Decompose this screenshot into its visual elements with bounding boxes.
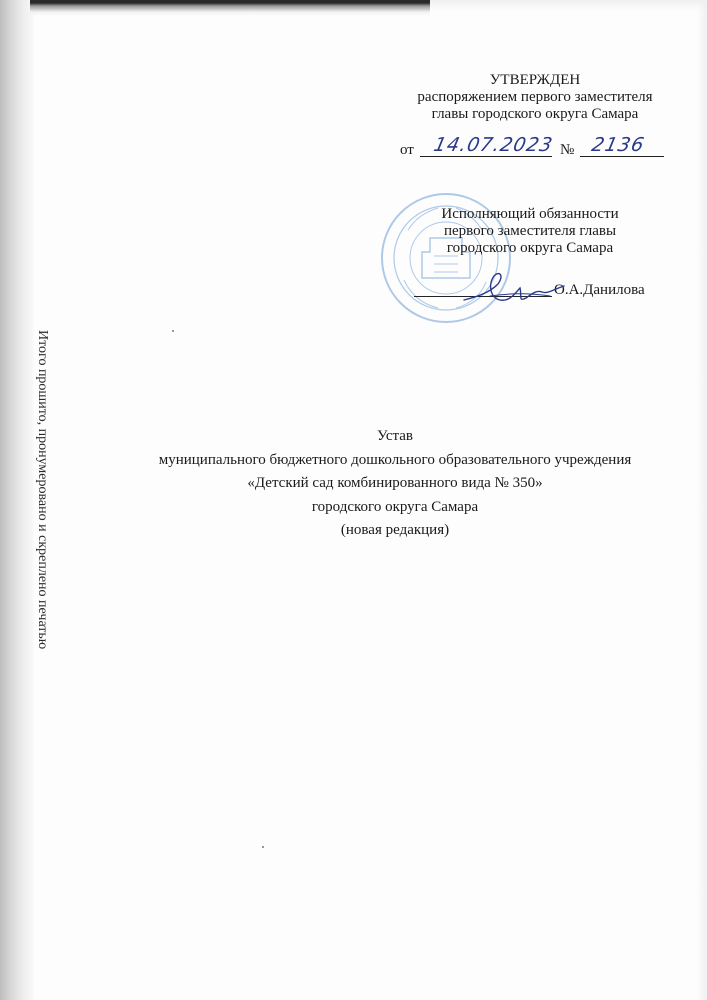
approval-line-1: распоряжением первого заместителя <box>417 89 653 105</box>
date-underline <box>420 156 552 157</box>
signatory-block <box>420 206 640 257</box>
signatory-line-3: городского округа Самара <box>446 240 614 256</box>
scan-left-edge <box>0 0 34 1000</box>
scan-top-edge-right <box>430 0 707 10</box>
date-prefix: от <box>400 142 414 158</box>
document-line-2: «Детский сад комбинированного вида № 350» <box>247 475 543 491</box>
scan-speck <box>262 846 264 848</box>
date-handwritten: 14.07.2023 <box>431 134 556 156</box>
document-line-1: муниципального бюджетного дошкольного образовательного учреждения <box>158 451 632 468</box>
number-prefix: № <box>560 142 575 158</box>
binding-note: Итого прошито, пронумеровано и скреплено печатью <box>35 330 50 650</box>
scan-speck <box>172 330 174 332</box>
scan-right-edge <box>697 0 707 1000</box>
approval-heading: УТВЕРЖДЕН <box>489 72 581 88</box>
document-title-block <box>110 425 680 543</box>
document-line-4: (новая редакция) <box>340 522 450 538</box>
scan-top-edge <box>30 0 430 16</box>
signatory-name: О.А.Данилова <box>554 282 645 298</box>
document-title: Устав <box>377 428 413 444</box>
approval-block <box>390 72 680 123</box>
number-underline <box>580 156 664 157</box>
approval-line-2: главы городского округа Самара <box>431 106 639 122</box>
document-line-3: городского округа Самара <box>311 498 479 515</box>
signatory-line-1: Исполняющий обязанности <box>441 206 619 222</box>
number-handwritten: 2136 <box>589 134 647 156</box>
handwritten-signature-icon <box>460 266 570 310</box>
approval-date-line <box>400 134 670 160</box>
signatory-line-2: первого заместителя главы <box>443 223 617 239</box>
